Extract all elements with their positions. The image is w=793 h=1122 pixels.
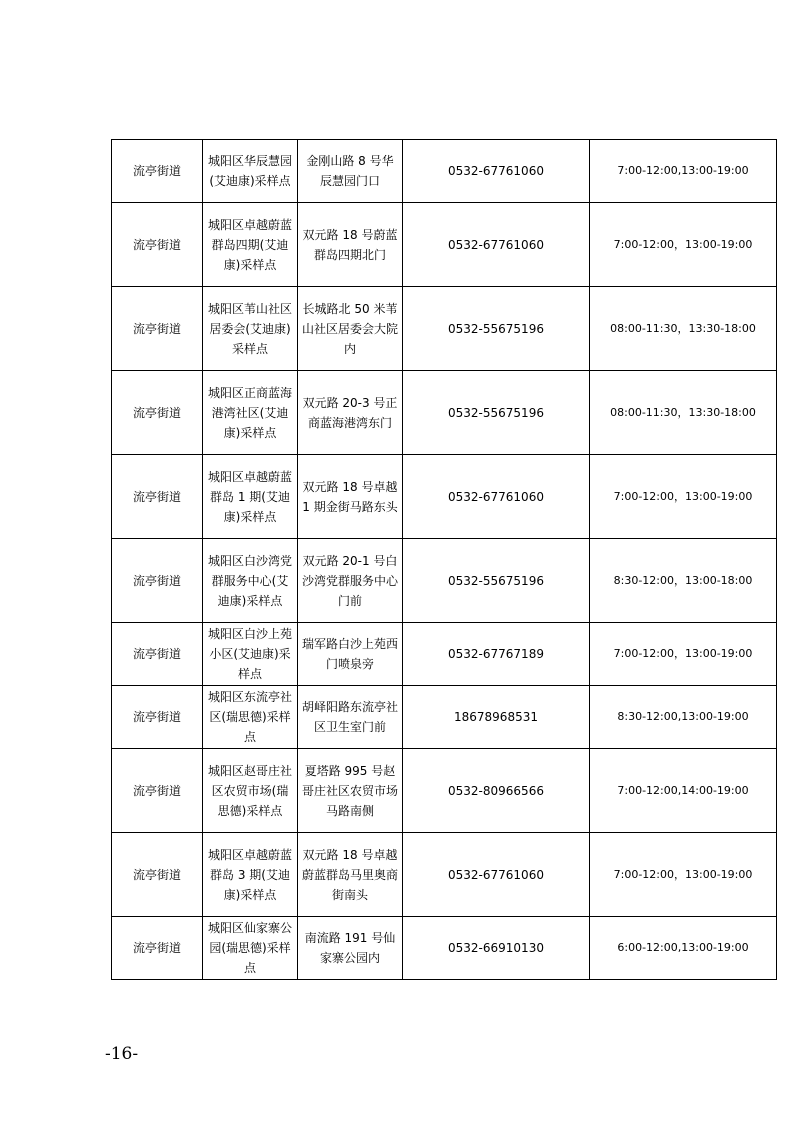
site-name-cell: 城阳区正商蓝海港湾社区(艾迪康)采样点	[203, 371, 298, 455]
street-cell: 流亭街道	[112, 455, 203, 539]
phone-cell: 0532-80966566	[403, 749, 590, 833]
table-row	[112, 749, 777, 833]
hours-cell: 08:00-11:30，13:30-18:00	[590, 287, 777, 371]
street-cell: 流亭街道	[112, 539, 203, 623]
phone-cell: 0532-55675196	[403, 539, 590, 623]
table-row	[112, 140, 777, 203]
street-cell: 流亭街道	[112, 371, 203, 455]
phone-cell: 0532-55675196	[403, 287, 590, 371]
street-cell: 流亭街道	[112, 287, 203, 371]
page-number: -16-	[105, 1044, 139, 1064]
hours-cell: 7:00-12:00，13:00-19:00	[590, 203, 777, 287]
street-cell: 流亭街道	[112, 686, 203, 749]
table-row	[112, 686, 777, 749]
site-name-cell: 城阳区东流亭社区(瑞思德)采样点	[203, 686, 298, 749]
address-cell: 胡峄阳路东流亭社区卫生室门前	[298, 686, 403, 749]
address-cell: 金刚山路 8 号华辰慧园门口	[298, 140, 403, 203]
phone-cell: 0532-67761060	[403, 140, 590, 203]
phone-cell: 0532-55675196	[403, 371, 590, 455]
table-row	[112, 917, 777, 980]
street-cell: 流亭街道	[112, 203, 203, 287]
site-name-cell: 城阳区华辰慧园(艾迪康)采样点	[203, 140, 298, 203]
street-cell: 流亭街道	[112, 749, 203, 833]
address-cell: 双元路 20-1 号白沙湾党群服务中心门前	[298, 539, 403, 623]
hours-cell: 7:00-12:00,13:00-19:00	[590, 140, 777, 203]
table-row	[112, 539, 777, 623]
address-cell: 双元路 18 号卓越蔚蓝群岛马里奥商街南头	[298, 833, 403, 917]
street-cell: 流亭街道	[112, 140, 203, 203]
hours-cell: 7:00-12:00，13:00-19:00	[590, 833, 777, 917]
site-name-cell: 城阳区白沙湾党群服务中心(艾迪康)采样点	[203, 539, 298, 623]
address-cell: 双元路 18 号卓越 1 期金街马路东头	[298, 455, 403, 539]
sampling-sites-table	[111, 139, 777, 980]
site-name-cell: 城阳区苇山社区居委会(艾迪康)采样点	[203, 287, 298, 371]
phone-cell: 0532-67767189	[403, 623, 590, 686]
phone-cell: 0532-66910130	[403, 917, 590, 980]
hours-cell: 08:00-11:30，13:30-18:00	[590, 371, 777, 455]
site-name-cell: 城阳区赵哥庄社区农贸市场(瑞思德)采样点	[203, 749, 298, 833]
address-cell: 瑞军路白沙上苑西门喷泉旁	[298, 623, 403, 686]
phone-cell: 0532-67761060	[403, 833, 590, 917]
address-cell: 长城路北 50 米苇山社区居委会大院内	[298, 287, 403, 371]
table-row	[112, 287, 777, 371]
phone-cell: 0532-67761060	[403, 203, 590, 287]
address-cell: 夏塔路 995 号赵哥庄社区农贸市场马路南侧	[298, 749, 403, 833]
street-cell: 流亭街道	[112, 833, 203, 917]
site-name-cell: 城阳区卓越蔚蓝群岛四期(艾迪康)采样点	[203, 203, 298, 287]
table-row	[112, 455, 777, 539]
site-name-cell: 城阳区卓越蔚蓝群岛 1 期(艾迪康)采样点	[203, 455, 298, 539]
table-row	[112, 371, 777, 455]
hours-cell: 8:30-12:00，13:00-18:00	[590, 539, 777, 623]
hours-cell: 8:30-12:00,13:00-19:00	[590, 686, 777, 749]
address-cell: 双元路 20-3 号正商蓝海港湾东门	[298, 371, 403, 455]
table-row	[112, 623, 777, 686]
hours-cell: 7:00-12:00，13:00-19:00	[590, 455, 777, 539]
street-cell: 流亭街道	[112, 917, 203, 980]
site-name-cell: 城阳区卓越蔚蓝群岛 3 期(艾迪康)采样点	[203, 833, 298, 917]
phone-cell: 0532-67761060	[403, 455, 590, 539]
table-row	[112, 833, 777, 917]
site-name-cell: 城阳区白沙上苑小区(艾迪康)采样点	[203, 623, 298, 686]
site-name-cell: 城阳区仙家寨公园(瑞思德)采样点	[203, 917, 298, 980]
phone-cell: 18678968531	[403, 686, 590, 749]
hours-cell: 7:00-12:00,14:00-19:00	[590, 749, 777, 833]
hours-cell: 7:00-12:00，13:00-19:00	[590, 623, 777, 686]
address-cell: 南流路 191 号仙家寨公园内	[298, 917, 403, 980]
hours-cell: 6:00-12:00,13:00-19:00	[590, 917, 777, 980]
street-cell: 流亭街道	[112, 623, 203, 686]
table-row	[112, 203, 777, 287]
table-body	[112, 140, 777, 980]
address-cell: 双元路 18 号蔚蓝群岛四期北门	[298, 203, 403, 287]
